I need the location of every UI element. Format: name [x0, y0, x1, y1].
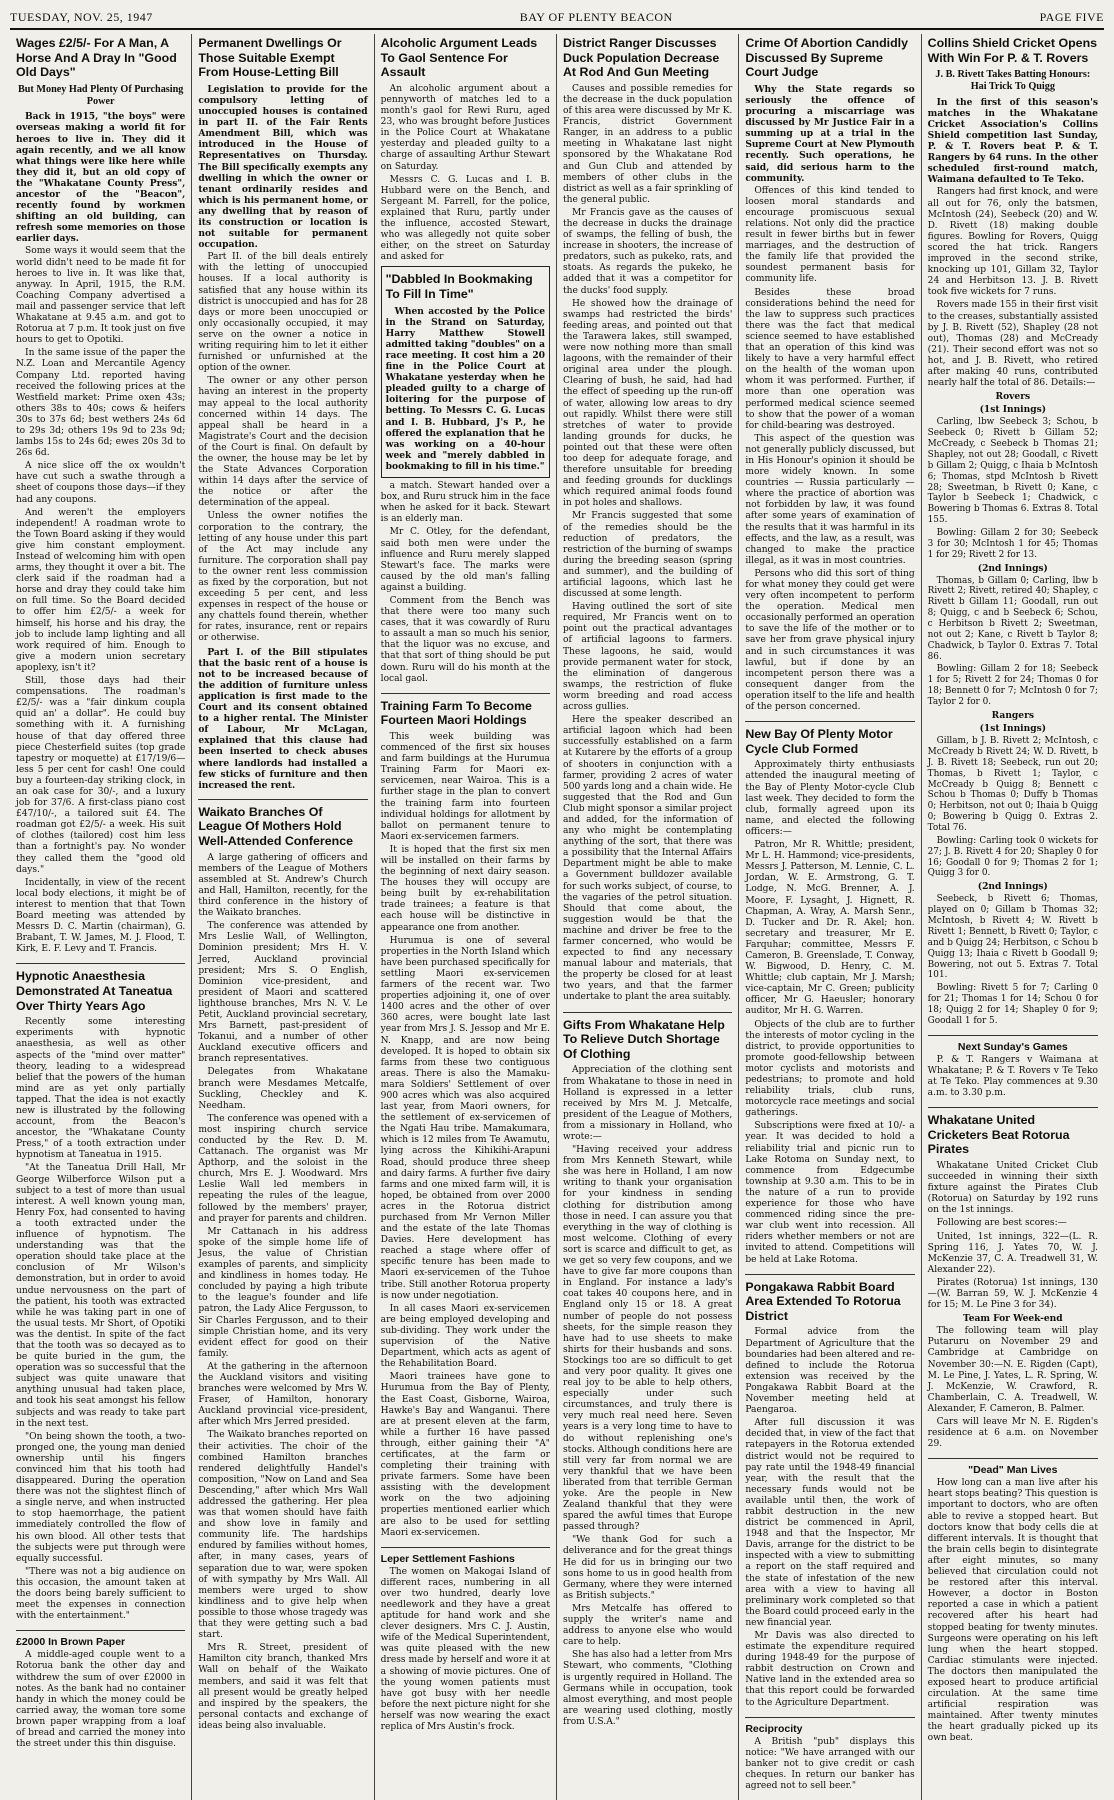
paragraph: Appreciation of the clothing sent from Whakatane to those in need in Holland is expressed in a letter received by Mrs M. J. Metcalfe, president of the League of Mothers, from a missionary in Holland, who wrote:— — [562, 1065, 733, 1142]
paragraph: Rovers made 155 in their first visit to the creases, substantially assisted by J. B. Rivett (52), Shapley (28 not out), Thomas (28) and McCready (21). Their second effort was not so hot, and J. B. Rivett, who retired after making 40 runs, contributed nearly half the total of 86. Details:— — [927, 300, 1098, 389]
headline: Leper Settlement Fashions — [380, 1552, 515, 1565]
headline: New Bay Of Plenty Motor Cycle Club Formed — [745, 727, 893, 756]
bowling-figures: Bowling: Gillam 2 for 30; Seebeck 3 for 30; McIntosh 1 for 45; Thomas 1 for 29; Rivett 2 for 13. — [927, 527, 1098, 560]
headline: Next Sunday's Games — [957, 1040, 1068, 1053]
subheadline: But Money Had Plenty Of Purchasing Power — [17, 83, 184, 108]
headline: Reciprocity — [745, 1722, 803, 1735]
paragraph: He showed how the drainage of swamps had restricted the birds' feeding areas, and pointed out that the Tarawera lakes, still swamped, were now nothing more than small lagoons, with the remainder of their original area under the plough. Clearing of bush, he said, had had the effect of speeding up the run-off of water, allowing low areas to dry out rapidly. Whilst there were still stretches of water to provide landing grounds for ducks, he pointed out that these were often too deep for adequate forage, and therefore unsuitable for breeding and feeding grounds for ducklings which required animal foods found in pot holes and shallows. — [562, 298, 733, 509]
headline: Training Farm To Become Fourteen Maori Holdings — [380, 698, 532, 728]
headline: District Ranger Discusses Duck Population Decrease At Rod And Gun Meeting — [562, 36, 720, 80]
subheadline: J. B. Rivett Takes Batting Honours: Hai Trick To Quigg — [935, 69, 1091, 93]
paragraph: Causes and possible remedies for the decrease in the duck population of this area were discussed by Mr K. Francis, district Government Ranger, in an address to a public meeting in Whakatane last night sponsored by the Whakatane Rod and Gun Club and attended by members of other clubs in the district as well as a fair sprinkling of the general public. — [562, 83, 733, 205]
innings-heading: (1st Innings) — [979, 723, 1047, 735]
paragraph: Offences of this kind tended to loosen moral standards and encourage promiscuous sexual relations. Not only did the practice result in fewer births but in fewer marriages, and the destruction of the family life that provided the soundest permanent basis for community life. — [745, 185, 915, 285]
paragraph: An alcoholic argument about a pennyworth of matches led to a month's gaol for Rewi Ruru, aged 23, who was brought before Justices in the Police Court at Whakatane yesterday and pleaded guilty to a charge of assaulting Arthur Stewart on Saturday. — [380, 83, 550, 172]
team-heading: Rangers — [991, 709, 1034, 721]
article-united-cricketers — [928, 1113, 1098, 1450]
paragraph: Still, those days had their compensations. The roadman's £2/5/- was a "fair dinkum coupla quid an' a dollar". He could buy something with it. A furnishing house of that day offered three piece Chesterfield suites (top grade tapestry or moquette) at £17/19/6—less 5 per cent for cash! One could buy a fourteen-day striking clock, in an oak case for 30/-, and a luxury job for 37/6. A first-class piano cost £47/10/-, a tailored suit £4. The roadman got £2/5/- a week. His suit of clothes (tailored) cost him less than a fortnight's pay. No wonder they called them the "good old days." — [16, 676, 186, 875]
column-3 — [375, 34, 557, 1800]
columns — [10, 34, 1104, 1792]
box-headline: "Dabbled In Bookmaking To Fill In Time" — [385, 272, 533, 301]
divider — [928, 1458, 1098, 1459]
bowling-figures: Bowling: Gillam 2 for 18; Seebeck 1 for 5; Rivett 2 for 24; Thomas 0 for 18; Bennett 0 for 7; McIntosh 0 for 7; Taylor 2 for 0. — [927, 664, 1098, 708]
paragraph: Persons who did this sort of thing for what money they could get were very often incompetent to perform the operation. Medical men occasionally performed an operation to save the life of the mother or to save her from grave physical injury and in such circumstances it was lawful, but if done by an incompetent person there was a consequent danger from the operation itself to the life and health of the person concerned. — [745, 568, 915, 713]
paragraph: The Waikato branches reported on their activities. The choir of the combined Hamilton branches rendered delightfully Handel's composition, "Now on Land and Sea Descending," after which Mrs Wall addressed the gathering. Her plea was that women should have faith and show love in family and community life. The hardships endured by families without homes, after, in many cases, years of separation due to war, were spoken of with sympathy by Mrs Wall. All members were urged to show kindliness and to give help when possible to those whose tragedy was that they were getting such a bad start. — [198, 1430, 368, 1641]
innings-heading: (2nd Innings) — [977, 562, 1048, 574]
paragraph: Subscriptions were fixed at 10/- a year. It was decided to hold a reliability trial and picnic run to Lake Rotoma on Sunday next, to commence from Edgecumbe township at 9.30 a.m. This to be in the nature of a run to provide experience for those who have commenced riding since the pre-war club went into recession. All riders whether members or not are invited to attend. Competitions will be held at Lake Rotoma. — [745, 1121, 915, 1265]
paragraph: She has also had a letter from Mrs Stewart, who comments, "Clothing is urgently required in Holland. The Germans while in occupation, took almost everything, and most people are wearing used clothing, mostly from U.S.A." — [562, 1650, 733, 1727]
paragraph: The conference was attended by Mrs Leslie Wall, of Wellington, Dominion president; Mrs H. V. Jerred, Auckland provincial president; Mrs S. O English, Dominion vice-president, and president of Maori and scattered lighthouse branches, Mrs N. V. Le Petit, Auckland provincial secretary, Mrs Barnett, past-president of Tokanui, and a number of other Auckland executive officers and branch representatives. — [198, 921, 368, 1065]
paragraph: The women on Makogai Island of different races, numbering in all over two hundred, dearly love needlework and they have a great aptitude for hand work and she clever designers. Mrs C. J. Austin, wife of the Medical Superintendent, was quite pleased with the new dress made by herself and wore it at a showing of movie pictures. One of the young women patients must have got busy with her needle before the next picture night for she herself was now wearing the exact replica of Mrs Austin's frock. — [380, 1566, 550, 1733]
article-rabbit-board — [745, 1280, 914, 1709]
divider — [381, 693, 550, 694]
scorecard: Carling, lbw Seebeck 3; Schou, b Seebeck 0; Rivett b Gillam 52; McCready, c Seebeck b Thomas 21; Shapley, not out 28; Goodall, c Rivett b Gillam 2; Quigg, c Ihaia b McIntosh 6; Thomas, stpd McIntosh b Rivett 28; Sweetman, b Rivett 0; Kane, c Taylor b Seebeck 1; Chadwick, c Bowering b Thomas 6. Extras 8. Total 155. — [927, 417, 1098, 526]
article-motor-cycle-club — [745, 727, 914, 1265]
paragraph: Mr Francis gave as the causes of the decrease in ducks the drainage of swamps, the felling of bush, the increase in shooters, the increase of predators, such as pukeko, rats, and stoats. As regards the pukeko, he added that it was a competitor for the ducks' food supply. — [562, 207, 733, 296]
paragraph: Hurumua is one of several properties in the North Island which have been purchased specifically for settling Maori ex-servicemen farmers of the recent war. Two properties adjoining it, one of over 1400 acres and the other of over 360 acres, were bought late last year from Mrs J. S. Jessop and Mr E. N. Knapp, and are now being developed. It is hoped to obtain six farms from these two contiguous areas. There is also the Mamaku-mara Soldiers' Settlement of over 900 acres which was also acquired last year, from Maori owners, for the settlement of ex-servicemen of the Ngati Hau tribe. Mamakumara, which is 12 miles from Te Awamutu, lying across the Kihikihi-Arapuni Road, should produce three sheep and dairy farms. A further five dairy farms and one mixed farm will, it is hoped, be obtained from over 2000 acres in the Rotorua district purchased from Mr Vernon Miller and the estate of the late Thomas Davies. Here development has reached a stage where offer of specific tenure has been made to Maori ex-servicemen of the Tuhoe tribe. Still another Rotorua property is now under negotiation. — [380, 935, 550, 1301]
article-reciprocity — [745, 1723, 914, 1792]
paragraph: Some ways it would seem that the world didn't need to be made fit for heroes to live in. It was like that, anyway. In April, 1915, the R.M. Coaching Company advertised a mail and passenger service that left Whakatane at 9.45 a.m. and got to Rotorua at 7 p.m. It took just on five hours to get to Opotiki. — [16, 246, 186, 346]
divider — [928, 1107, 1098, 1108]
headline: Waikato Branches Of League Of Mothers Hold Well-Attended Conference — [198, 804, 353, 849]
bowling-figures: Bowling: Carling took 0 wickets for 27; J. B. Rivett 4 for 20; Shapley 0 for 16; Goodall 0 for 9; Thomas 2 for 1; Quigg 3 for 0. — [927, 835, 1098, 879]
paragraph: At the gathering in the afternoon the Auckland visitors and visiting branches were welcomed by Mrs W. Fraser, of Hamilton, honorary Auckland provincial vice-president, after which Mrs Jerred presided. — [198, 1361, 368, 1428]
paragraph: A British "pub" displays this notice: "We have arranged with our banker not to give credit or cash cheques. In return our banker has agreed not to sell beer." — [745, 1736, 915, 1792]
divider — [16, 1630, 185, 1631]
paragraph: Maori trainees have gone to Hurumua from the Bay of Plenty, the East Coast, Gisborne, Wairoa, Hawke's Bay and Wanganui. There are at present eleven at the farm, while a further 16 have passed through, either gaining their "A" certificates, at the farm or completing their training with private farmers. Some have been assisting with the development work on the two adjoining properties mentioned earlier which are also to be used for settling Maori ex-servicemen. — [380, 1372, 550, 1538]
innings-heading: (2nd Innings) — [977, 881, 1048, 893]
paragraph: The following team will play Putaruru on November 29 and Cambridge at Cambridge on November 30:—N. E. Rigden (Capt), M. Le Pine, J. Yates, L. R. Spring, W. J. McKenzie, W. Crawford, R. Chamberlain, C. A. Treadwell, W. Alexander, F. Cameron, B. Palmer. — [927, 1326, 1098, 1414]
paragraph: Incidentally, in view of the recent local body elections, it might be of interest to mention that that Town Board meeting was attended by Messrs D. C. Martin (chairman), G. Brabant, T. W. James, M. J. Flood, T. Kirk, E. F. Levy and T. Francis. — [16, 877, 186, 955]
paragraph: Patron, Mr R. Whittle; president, Mr L. H. Hammond; vice-presidents, Messrs J. Patterson, M. Lennie, C. L. Jordan, W. E. Armstrong, G. T. Lodge, N. McG. Brenner, A. J. Moore, F. Lysaght, J. Hignett, R. Chapman, A. Wray, A. Marsh Senr., D. Tucker and Dr. R. Akel; hon. secretary and treasurer, Mr E. Farquhar; committee, Messrs F. Cameron, B. Greenslade, T. Conway, W. Bigwood, D. Henry, C. M. Whittle; club captain, Mr J. Marsh; vice-captain, Mr C. Green; publicity officer, Mr G. Haeusler; honorary auditor, Mr H. G. Warren. — [745, 840, 915, 1017]
paragraph: Back in 1915, "the boys" were overseas making a world fit for heroes to live in. They did it again recently, and we all know what things were like here while they did it, but an old copy of the "Whakatane County Press", ancestor of the "Beacon", recently found by workmen shifting an old building, can refresh some memories on those earlier days. — [16, 111, 186, 245]
scorecard: Seebeck, b Rivett 6; Thomas, played on 0; Gillam b Thomas 32; McIntosh, b Rivett 4; W. Rivett b Rivett 1; Bennett, b Rivett 0; Taylor, c and b Quigg 24; Herbitson, c Schou b Quigg 13; Ihaia c Rivett b Goodall 9; Bowering, not out 5. Extras 7. Total 101. — [927, 894, 1098, 981]
paragraph: This aspect of the question was not generally publicly discussed, but in His Honour's opinion it should be more widely known. In some countries — Russia particularly — where the practice of abortion was not forbidden by law, it was found after some years of examination of the results that it was harmful in its effects, and the law, as a result, was changed to make the practice illegal, as it was in most countries. — [745, 433, 915, 566]
article-dead-man-lives — [928, 1464, 1098, 1744]
paragraph: Besides these broad considerations behind the need for the law to suppress such practices there was the fact that medical science seemed to have established that an operation of this kind was likely to have a very harmful effect on the health of the woman upon whom it was performed. Further, if more than one operation was performed medical science seemed to show that the power of a woman for child-bearing was destroyed. — [745, 287, 915, 431]
paragraph: "Having received your address from Mrs Kenneth Stewart, while she was here in Holland, I am now writing to thank your organisation for your kindness in sending clothing for distribution among those in need. I can assure you that everything in the way of clothing is most welcome. Clothing of every sort is scarce and difficult to get, as we get so very few coupons, and we have to give far more coupons than in England. For instance a lady's coat takes 40 coupons here, and in England only 15 or 18. A great number of people do not possess sheets, for the simple reason they have had to use sheets to make shirts for their husbands and sons. Stockings too are so difficult to get and very poor quality. It gives one real joy to be able to help others, especially under such circumstances, and truly there is very much real need here. Seven years is a very long time to have to do without replenishing one's stocks. Although conditions here are still very far from normal we are very thankful that we have been liberated from that terrible German yoke. Are the people in New Zealand thankful that they were spared the awful times that Europe passed through? — [562, 1145, 733, 1533]
team-heading: Rovers — [995, 391, 1031, 403]
paragraph: Mr C. Otley, for the defendant, said both men were under the influence and Ruru merely slapped Stewart's face. The marks were caused by the old man's falling against a building. — [380, 527, 550, 593]
paragraph: After full discussion it was decided that, in view of the fact that ratepayers in the Rotorua extended district would not be required to pay rate until the 1948-49 financial year, with the result that the necessary funds would not be available until then, the work of rabbit destruction in the new district be commenced in April, 1948 and that the Inspector, Mr Davis, arrange for the district to be inspected with a view to submitting a report on the staff required and the state of infestation of the new area with a view to having all preliminary work completed so that the Board could proceed early in the new financial year. — [745, 1418, 915, 1628]
masthead — [10, 8, 1104, 30]
divider — [198, 799, 367, 800]
article-collins-shield — [928, 36, 1098, 1027]
paragraph: Objects of the club are to further the interests of motor cycling in the district, to provide opportunities to promote good-fellowship between motor cyclists and motorists and pedestrians; to promote and hold reliability trials, club runs, motorcycle race meetings and social gatherings. — [745, 1019, 915, 1119]
headline: Alcoholic Argument Leads To Gaol Sentence For Assault — [380, 36, 538, 80]
paragraph: "At the Taneatua Drill Hall, Mr George Wilberforce Wilson put a subject to a test of more than usual interest. A well known young man, Henry Fox, had consented to having a tooth extracted under the influence of hypnotism. The understanding was that the operation should take place at the conclusion of Mr Wilson's demonstration, but in order to avoid undue nervousness on the part of the patient, his tooth was extracted while he was taking part in one of the usual tests. Mr Short, of Opotiki was the dentist. In spite of the fact that the tooth was so decayed as to be quite buried in the gum, the operation was so successful that the subject was quite unaware that anything unusual had taken place, and took his seat amongst his fellow subjects and was ready to take part in the next test. — [16, 1163, 186, 1429]
column-1 — [10, 34, 192, 1800]
paragraph: A middle-aged couple went to a Rotorua bank the other day and withdrew the sum of over £2000 in notes. As the bank had no container handy in which the money could be carried away, the woman tore some brown paper wrapping from a loaf of bread and carried the money into the street under this thin disguise. — [16, 1650, 186, 1750]
paragraph: Mrs Metcalfe has offered to supply the writer's name and address to anyone else who would care to help. — [562, 1603, 733, 1648]
divider — [745, 1274, 914, 1275]
scorecard: Gillam, b J. B. Rivett 2; McIntosh, c McCready b Rivett 24; W. D. Rivett, b J. B. Rivett 18; Seebeck, run out 20; Thomas, b Rivett 1; Taylor, c McCready b Quigg 8; Bennett c Schou b Thomas 0; Duffy b Thomas 0; Herbitson, not out 0; Ihaia b Quigg 0; Bowering b Quigg 0. Extras 2. Total 76. — [927, 736, 1098, 833]
paragraph: Recently some interesting experiments with hypnotic anaesthesia, as well as other aspects of the "mind over matter" theory, leading to a widespread belief that the powers of the human mind are as yet only partially tapped. That the idea is not exactly new is illustrated by the following account, from the Beacon's ancestor, the "Whakatane County Press," of a tooth extraction under hypnotism at Taneatua in 1915. — [16, 1017, 186, 1161]
paragraph: Here the speaker described an artificial lagoon which had been successfully established on a farm at Kutarere by the efforts of a group of shooters in conjunction with a farmer, providing 2 acres of water 500 yards long and a chain wide. He suggested that the Rod and Gun Club might sponsor a similar project and added, for the information of any who might be contemplating anything of the sort, that there was a possibility that the Internal Affairs Department might be able to make a Government bulldozer available for such works subject, of course, to the vagaries of the petrol situation. Should that come about, the suggestion would be that the machine and driver be free to the farmer concerned, who would be expected to find any necessary manual labour and materials, that the property be closed for at least two years, and that the farmer undertake to plant the area suitably. — [562, 715, 733, 1003]
article-alcoholic-argument — [381, 36, 550, 685]
paragraph: How long can a man live after his heart stops beating? This question is important to doctors, who are often able to revive a stopped heart. But doctors know that body cells die at different intervals. It is thought that the brain cells begin to disintegrate after eight minutes, so many believed that circulation could not be restored after this interval. However, a doctor in Boston reported a case in which a patient recovered after his heart had stopped beating for twenty minutes. Surgeons were operating on his left lung when the heart stopped. Cardiac stimulants were injected. The doctors then manipulated the exposed heart to produce artificial circulation. At the same time artificial respiration was maintained. After twenty minutes the heart gradually picked up its own beat. — [927, 1478, 1098, 1744]
article-duck-population — [563, 36, 732, 1004]
paragraph: It is hoped that the first six men will be installed on their farms by the beginning of next dairy season. The houses they will occupy are being built by ex-rehabilitation trade trainees; a feature is that each house will be distinctive in appearance one from another. — [380, 844, 550, 933]
page-number: PAGE FIVE — [1039, 10, 1104, 24]
paragraph: Mrs R. Street, president of Hamilton city branch, thanked Mrs Wall on behalf of the Waikato members, and said it was felt that all present would be greatly helped and inspired by the speakers, the personal contacts and exchange of ideas being also invaluable. — [198, 1643, 368, 1731]
headline: Wages £2/5/- For A Man, A Horse And A Dray In "Good Old Days" — [16, 36, 177, 80]
paragraph: Comment from the Bench was that there were too many such cases, that it was cowardly of Ruru to assault a man so much his senior, that the liquor was no excuse, and that that sort of thing should be put down. Ruru will do his month at the local gaol. — [380, 595, 550, 684]
article-league-of-mothers — [198, 805, 367, 1732]
paragraph: This week building was commenced of the first six houses and farm buildings at the Hurumua Training Farm for Maori ex-servicemen, near Wairoa. This is a further stage in the plan to convert the training farm into fourteen individual holdings for allotment by ballot on permanent tenure to Maori ex-servicemen farmers. — [380, 731, 550, 842]
divider — [928, 1035, 1098, 1036]
headline: Whakatane United Cricketers Beat Rotorua Pirates — [927, 1113, 1070, 1157]
paragraph: Part II. of the bill deals entirely with the letting of unoccupied houses. If a local authority is satisfied that any house within its district is unoccupied and has for 28 days or more been unoccupied or only occasionally occupied, it may serve on the owner a notice in writing requiring him to let it either furnished or unfurnished at the option of the owner. — [198, 252, 368, 374]
headline: Hypnotic Anaesthesia Demonstrated At Taneatua Over Thirty Years Ago — [16, 969, 173, 1013]
headline: Permanent Dwellings Or Those Suitable Exempt From House-Letting Bill — [198, 36, 342, 80]
article-wages — [16, 36, 185, 955]
column-2 — [192, 34, 374, 1800]
innings-heading: (1st Innings) — [979, 404, 1047, 416]
headline: Gifts From Whakatane Help To Relieve Dutch Shortage Of Clothing — [562, 1017, 725, 1061]
paragraph: Following are best scores:— — [936, 1218, 1067, 1229]
article-abortion — [745, 36, 914, 713]
box-text: When accosted by the Police in the Strand on Saturday, Harry Matthew Stowell admitted taking "doubles" on a race meeting. It cost him a 20 fine in the Police Court at Whakatane yesterday when he pleaded guilty to a charge of loitering for the purpose of betting. To Messrs C. G. Lucas and I. B. Hubbard, J's P., he offered the explanation that he was working on a 40-hour week and "merely dabbled in bookmaking to fill in his time." — [385, 305, 545, 472]
paragraph: And weren't the employers independent! A roadman wrote to the Town Board asking if they would give him constant employment. Instead of welcoming him with open arms, they thought it over a bit. The clerk said if the roadman had a horse and dray they could take him on full time. So the Board decided to offer him £2/5/- a week for himself, his horse and his dray, the job to include lamp lighting and all work required of him. Enough to give a modern union secretary apoplexy, isn't it? — [16, 507, 186, 673]
headline: Collins Shield Cricket Opens With Win For P. & T. Rovers — [927, 36, 1098, 65]
column-5 — [739, 34, 921, 1800]
paper-name: BAY OF PLENTY BEACON — [519, 10, 673, 24]
paragraph: Formal advice from the Department of Agriculture that the boundaries had been altered and re-defined to include the Rotorua extension was received by the Pongakawa Rabbit Board at the November meeting held at Paengaroa. — [745, 1327, 915, 1416]
lead-paragraph: Why the State regards so seriously the offence of procuring a miscarriage was discussed by Mr Justice Fair in a summing up at a trial in the Supreme Court at New Plymouth recently. Such operations, he said, did serious harm to the community. — [745, 83, 915, 184]
article-dwellings — [198, 36, 367, 791]
paragraph: United, 1st innings, 322—(L. R. Spring 116, J. Yates 70, W. J. McKenzie 37, C. A. Treadwell 31, W. Alexander 22). — [927, 1231, 1098, 1275]
paragraph: Having outlined the sort of site required, Mr Francis went on to point out the practical advantages of artificial lagoons to farmers. These lagoons, he said, would provide permanent water for stock, the elimination of dangerous swamps, the restriction of fluke worm breeding and road access across gullies. — [562, 602, 733, 713]
headline: Pongakawa Rabbit Board Area Extended To Rotorua District — [745, 1279, 901, 1323]
headline: Crime Of Abortion Candidly Discussed By Supreme Court Judge — [745, 36, 909, 80]
paragraph: Part I. of the Bill stipulates that the basic rent of a house is not to be increased because of the addition of furniture unless application is first made to the Court and its consent obtained to a higher rental. The Minister of Labour, Mr McLagan, explained that this clause had been inserted to check abuses where landlords had installed a few sticks of furniture and then increased the rent. — [198, 646, 368, 791]
paragraph: "There was not a big audience on this occasion, the amount taken at the doors being barely sufficient to meet the expenses in connection with the entertainment." — [16, 1566, 186, 1622]
scorecard: Thomas, b Gillam 0; Carling, lbw b Rivett 2; Rivett, retired 40; Shapley, c Rivett b Gillam 11; Goodall, run out 8; Quigg, c and b Seebeck 6; Schou, c Herbitson b Rivett 2; Sweetman, not out 2; Kane, c Rivett b Taylor 8; Chadwick, b Taylor 0. Extras 7. Total 86. — [927, 575, 1098, 662]
paragraph: Messrs C. G. Lucas and I. B. Hubbard were on the Bench, and Sergeant M. Farrell, for the police, explained that Ruru, partly under the influence, accosted Stewart, who was allegedly not quite sober either, on the street on Saturday and asked for — [380, 174, 550, 263]
boxed-story — [381, 266, 550, 478]
headline: £2000 In Brown Paper — [16, 1636, 126, 1649]
divider — [563, 1012, 732, 1013]
article-brown-paper — [16, 1636, 185, 1750]
paragraph: Approximately thirty enthusiasts attended the inaugural meeting of the Bay of Plenty Motor-cycle Club last week. They decided to form the club, formally agreed upon its name, and elected the following officers:— — [745, 760, 915, 837]
article-training-farm — [381, 699, 550, 1539]
paragraph: Mr Francis suggested that some of the remedies should be the reduction of predators, the restriction of the burning of swamps during the breeding season (spring and summer), and the building of artificial lagoons, which last he discussed at some length. — [562, 511, 733, 600]
article-hypnotic — [16, 969, 185, 1622]
paragraph: Mr Cattanach in his address spoke of the simple home life of Jesus, the value of Christian examples of parents, and simplicity and kindliness in homes today. He concluded by paying a high tribute to the league's founder and life patron, the Lady Alice Fergusson, to Sir Charles Fergusson, and to their simple Christian home, and its very evident effect for good on their family. — [198, 1226, 368, 1359]
paragraph: P. & T. Rangers v Waimana at Whakatane; P. & T. Rovers v Te Teko at Te Teko. Play commences at 9.30 a.m. to 3.30 p.m. — [927, 1054, 1098, 1098]
paragraph: Rangers had first knock, and were all out for 76, only the batsmen, McIntosh (24), Seebeck (20) and W. D. Rivett (18) making double figures. Bowling for Rovers, Quigg scored the hat trick. Rangers improved in the second strike, knocking up 101, Gillam 32, Taylor 24 and Herbitson 13. J. B. Rivett took five wickets for 7 runs. — [927, 187, 1098, 298]
paragraph: Whakatane United Cricket Club succeeded in winning their sixth fixture against the Pirates Club (Rotorua) on Saturday by 192 runs on the 1st innings. — [927, 1160, 1098, 1216]
divider — [16, 963, 185, 964]
column-4 — [557, 34, 739, 1800]
headline: "Dead" Man Lives — [968, 1464, 1058, 1477]
lead-paragraph: In the first of this season's matches in the Whakatane Cricket Association's Collins Shield competition last Sunday, P. & T. Rovers beat P. & T. Rangers by 64 runs. In the other scheduled first-round match, Waimana defaulted to Te Teko. — [927, 96, 1098, 186]
bowling-figures: Bowling: Rivett 5 for 7; Carling 0 for 21; Thomas 1 for 14; Schou 0 for 18; Quigg 2 for 14; Shapley 0 for 9; Goodall 1 for 5. — [927, 983, 1098, 1026]
paragraph: The conference was opened with a most inspiring church service conducted by the Rev. D. M. Cattanach. The organist was Mr Apthorp, and the soloist in the church, Mrs E. J. Woodward. Mrs Leslie Wall led members in repeating the rules of the league, followed by the members' prayer, and prayer for parents and children. — [198, 1113, 368, 1224]
paragraph: A large gathering of officers and members of the League of Mothers assembled at St. Andrew's Church and Hall, Hamilton, recently, for the third conference in the history of the Waikato branches. — [198, 852, 368, 919]
divider — [381, 1547, 550, 1548]
paragraph: "We thank God for such a deliverance and for the great things He did for us in bringing our two sons home to us in good health from Germany, where they were interned as British subjects." — [562, 1535, 733, 1601]
article-next-sunday — [928, 1041, 1098, 1099]
paragraph: a match. Stewart handed over a box, and Ruru struck him in the face when he asked for it back. Stewart is an elderly man. — [380, 481, 550, 525]
paragraph: A nice slice off the ox wouldn't have cut such a swathe through a sheet of coupons those days—if they had any coupons. — [16, 461, 186, 505]
divider — [745, 721, 914, 722]
column-6 — [922, 34, 1104, 1800]
subheading: Team For Week-end — [962, 1313, 1063, 1325]
paragraph: Unless the owner notifies the corporation to the contrary, the letting of any house under this part of the Act may include any furniture. The corporation shall pay to the owner rent less commission as fixed by the corporation, but not exceeding 5 per cent, and less expenses in respect of the house or any chattels found therein, whether for rates, insurance, rent or repairs or otherwise. — [198, 511, 368, 644]
paragraph: Pirates (Rotorua) 1st innings, 130 —(W. Barran 59, W. J. McKenzie 4 for 15; M. Le Pine 3 for 34). — [927, 1277, 1098, 1311]
paragraph: In the same issue of the paper the N.Z. Loan and Mercantile Agency Company Ltd. reported having received the following prices at the Westfield market: Prime oxen 43s; others 38s to 40s; cows & heifers 30s to 37s 6d; best wethers 24s 6d to 29s 3d; others 19s 9d to 23s 9d; lambs 15s to 24s 6d; ewes 20s 3d to 26s 6d. — [16, 348, 186, 459]
issue-date: TUESDAY, NOV. 25, 1947 — [10, 10, 153, 24]
lead-paragraph: Legislation to provide for the compulsory letting of unoccupied houses is contained in part II. of the Fair Rents Amendment Bill, which was introduced in the House of Representatives on Thursday. The Bill specifically exempts any dwelling in which the owner or tenant ordinarily resides and which is his permanent home, or any dwelling that by reason of its construction or location is not suitable for permanent occupation. — [198, 83, 368, 251]
article-leper-settlement — [381, 1553, 550, 1733]
paragraph: In all cases Maori ex-servicemen are being employed developing and sub-dividing. They work under the supervision of the Native Department, which acts as agent of the Rehabilitation Board. — [380, 1303, 550, 1370]
divider — [745, 1717, 914, 1718]
paragraph: Cars will leave Mr N. E. Rigden's residence at 6 a.m. on November 29. — [927, 1417, 1098, 1450]
paragraph: Delegates from Whakatane branch were Mesdames Metcalfe, Suckling, Checkley and K. Needham. — [198, 1067, 368, 1111]
paragraph: The owner or any other person having an interest in the property may appeal to the local authority concerned within 14 days. The appeal shall be heard in a Magistrate's Court and the decision of the Court is final. On default by the owner, the house may be let by the State Advances Corporation within 14 days after the service of the notice or after the determination of the appeal. — [198, 376, 368, 509]
article-dutch-clothing — [563, 1018, 732, 1728]
paragraph: "On being shown the tooth, a two-pronged one, the young man denied ownership until his fingers convinced him that his tooth had disappeared. During the operation there was not the slightest flinch of a single nerve, and when instructed to stop haemorrhage, the patient immediately controlled the flow of his own blood. All other tests that the subjects were put through were equally successful. — [16, 1431, 186, 1564]
paragraph: Mr Davis was also directed to estimate the expenditure required during 1948-49 for the purpose of rabbit destruction on Crown and Native land in the extended area so that this report could be forwarded to the Agriculture Department. — [745, 1631, 915, 1708]
